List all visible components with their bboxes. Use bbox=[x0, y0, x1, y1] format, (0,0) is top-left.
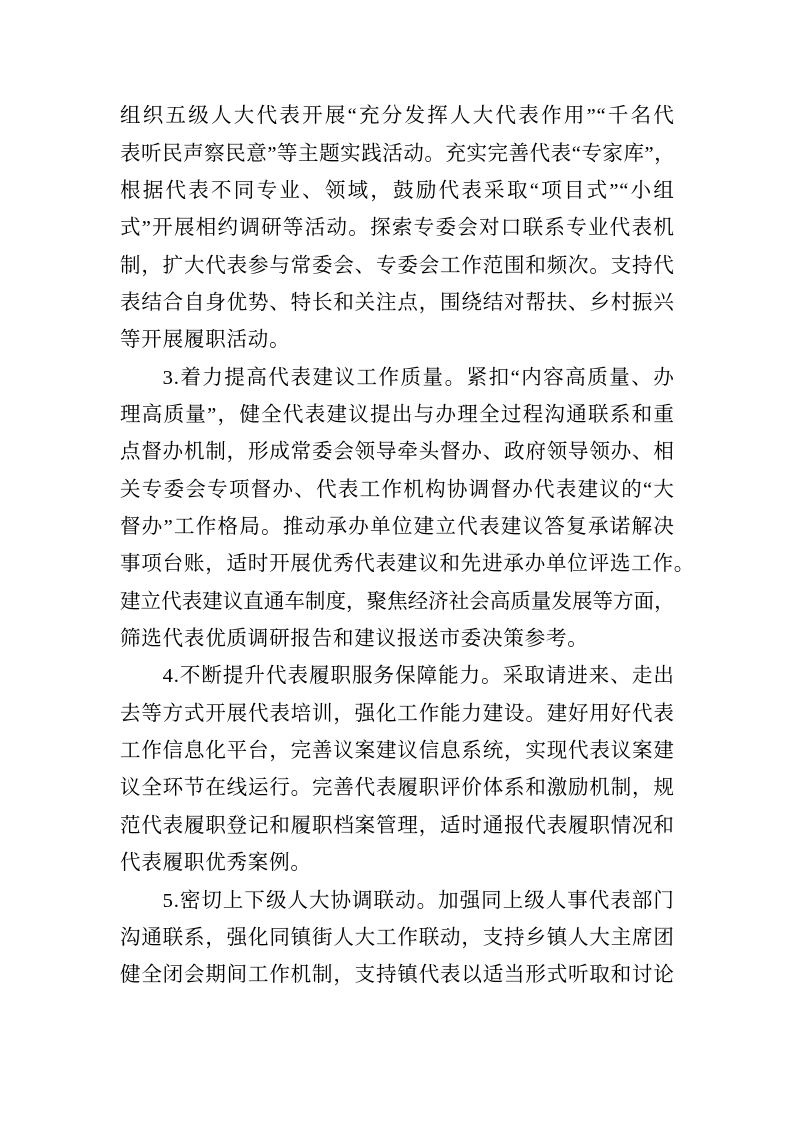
text-line: 去等方式开展代表培训，强化工作能力建设。建好用好代表 bbox=[120, 702, 675, 725]
text-line: 表听民声察民意”等主题实践活动。充实完善代表“专家库”， bbox=[120, 142, 675, 165]
text-line-first-indented: 3.着力提高代表建议工作质量。紧扣“内容高质量、办 bbox=[162, 366, 675, 389]
text-line: 组织五级人大代表开展“充分发挥人大代表作用”“千名代 bbox=[120, 105, 675, 128]
text-line: 根据代表不同专业、领域，鼓励代表采取“项目式”“小组 bbox=[120, 179, 675, 202]
text-line-first-indented: 5.密切上下级人大协调联动。加强同上级人事代表部门 bbox=[162, 889, 675, 912]
text-line: 式”开展相约调研等活动。探索专委会对口联系专业代表机 bbox=[120, 217, 675, 240]
text-line: 督办”工作格局。推动承办单位建立代表建议答复承诺解决 bbox=[120, 516, 675, 539]
text-line: 理高质量”，健全代表建议提出与办理全过程沟通联系和重 bbox=[120, 404, 675, 427]
paragraph-item-3-suggestion-quality bbox=[120, 360, 696, 659]
text-line: 表结合自身优势、特长和关注点，围绕结对帮扶、乡村振兴 bbox=[120, 292, 675, 315]
paragraph-representative-activities bbox=[120, 98, 675, 359]
text-line: 建立代表建议直通车制度，聚焦经济社会高质量发展等方面， bbox=[120, 590, 675, 613]
text-line: 等开展履职活动。 bbox=[120, 329, 291, 352]
text-line: 点督办机制，形成常委会领导牵头督办、政府领导领办、相 bbox=[120, 441, 675, 464]
paragraph-item-5-coordination bbox=[120, 883, 675, 995]
text-line: 工作信息化平台，完善议案建议信息系统，实现代表议案建 bbox=[120, 740, 675, 763]
text-line: 关专委会专项督办、代表工作机构协调督办代表建议的“大 bbox=[120, 478, 675, 501]
text-line: 范代表履职登记和履职档案管理，适时通报代表履职情况和 bbox=[120, 814, 675, 837]
text-line: 健全闭会期间工作机制，支持镇代表以适当形式听取和讨论 bbox=[120, 964, 675, 987]
text-line: 议全环节在线运行。完善代表履职评价体系和激励机制，规 bbox=[120, 777, 675, 800]
text-line-first-indented: 4.不断提升代表履职服务保障能力。采取请进来、走出 bbox=[162, 665, 675, 688]
text-line: 沟通联系，强化同镇街人大工作联动，支持乡镇人大主席团 bbox=[120, 926, 675, 949]
paragraph-item-4-service-capacity bbox=[120, 658, 675, 882]
text-line: 事项台账，适时开展优秀代表建议和先进承办单位评选工作。 bbox=[120, 553, 696, 576]
text-line: 制，扩大代表参与常委会、专委会工作范围和频次。支持代 bbox=[120, 254, 675, 277]
text-line: 筛选代表优质调研报告和建议报送市委决策参考。 bbox=[120, 628, 589, 651]
document-body bbox=[120, 98, 696, 994]
text-line: 代表履职优秀案例。 bbox=[120, 852, 312, 875]
